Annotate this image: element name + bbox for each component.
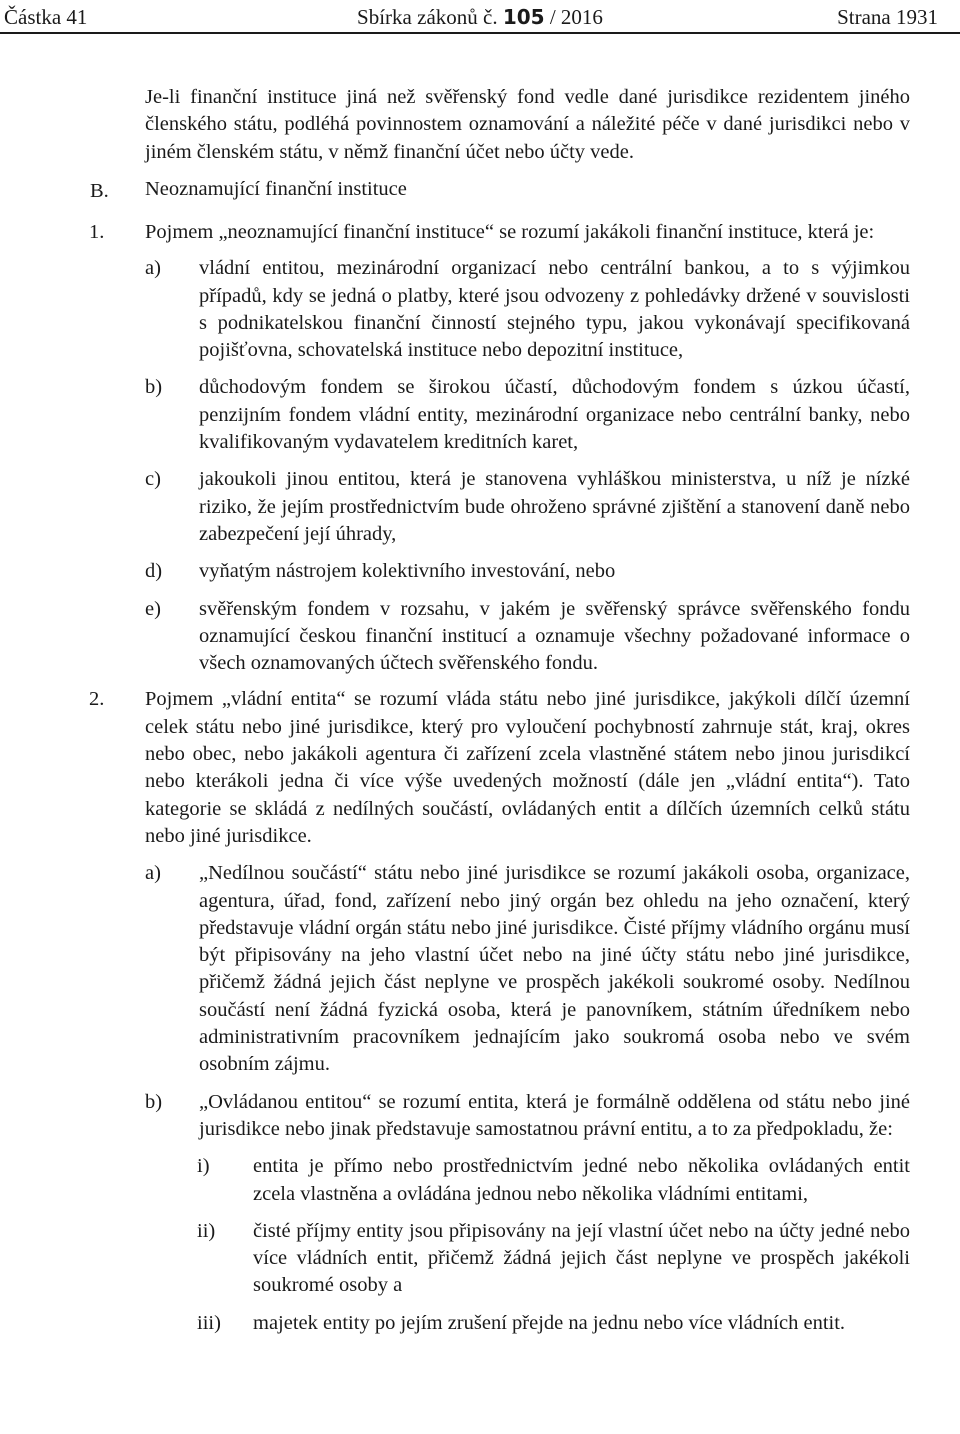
item-1b-text: důchodovým fondem se širokou účastí, důchodovým fondem s úzkou účastí, penzijním fondem vládní entity, mezinárodní organizace nebo centrální banky, nebo kvalifikovaným vydavatelem kreditních karet, (199, 376, 910, 454)
item-1c-text: jakoukoli jinou entitou, která je stanovena vyhláškou ministerstva, u níž je nízké riziko, že jejím prostřednictvím bude ohroženo správné zjištění a stanovení daně nebo zabezpečení její úhrady, (199, 468, 910, 545)
item-1b (145, 374, 910, 456)
item-1 (89, 219, 910, 246)
item-2b-iii (197, 1310, 910, 1337)
page-header (0, 0, 960, 34)
intro-paragraph: Je-li finanční instituce jiná než svěřenský fond vedle dané jurisdikce rezidentem jiného členského státu, podléhá povinnostem oznamování a náležité péče v dané jurisdikci nebo v jiném členském státu, v němž finanční účet nebo účty vede. (145, 86, 910, 163)
item-2b-ii-text: čisté příjmy entity jsou připisovány na její vlastní účet nebo na účty jedné nebo více vládních entit, přičemž žádná jejich část neplyne ve prospěch jakékoli soukromé osoby a (253, 1219, 910, 1297)
item-2b-ii-label: ii) (197, 1219, 216, 1242)
item-1d-label: d) (145, 560, 163, 583)
header-law-number: 105 (502, 5, 545, 29)
item-2b (145, 1089, 910, 1144)
section-b-title-row (90, 176, 407, 203)
item-1-label: 1. (89, 221, 105, 243)
item-1d-text: vyňatým nástrojem kolektivního investování, nebo (199, 560, 616, 583)
item-2b-i-label: i) (197, 1155, 210, 1178)
document-body (0, 84, 960, 1337)
item-2a-label: a) (145, 862, 161, 885)
header-page-number: Strana 1931 (837, 5, 938, 29)
header-collection-title (0, 5, 960, 30)
item-2b-ii (197, 1218, 910, 1300)
item-1e-text: svěřenským fondem v rozsahu, v jakém je svěřenský správce svěřenského fondu oznamující českou finanční institucí a oznamuje všechny požadované informace o všech oznamovaných účtech svěřenského fondu. (199, 597, 910, 675)
item-2b-iii-text: majetek entity po jejím zrušení přejde na jednu nebo více vládních entit. (253, 1311, 846, 1334)
item-2b-i (197, 1153, 910, 1208)
item-2b-label: b) (145, 1090, 163, 1113)
item-1a (145, 255, 910, 364)
item-1d (145, 558, 910, 585)
item-2b-text: „Ovládanou entitou“ se rozumí entita, která je formálně oddělena od státu nebo jiné jurisdikce nebo jinak představuje samostatnou právní entitu, a to za předpokladu, že: (199, 1090, 910, 1140)
header-rule (0, 32, 960, 34)
item-1c-label: c) (145, 468, 161, 491)
item-2a-text: „Nedílnou součástí“ státu nebo jiné jurisdikce se rozumí jakákoli osoba, organizace, agentura, úřad, fond, zařízení nebo jiný orgán bez ohledu na jeho označení, který představuje vládní orgán státu nebo jiné jurisdikce. Čisté příjmy vládního orgánu musí být připisovány na jeho vlastní účet nebo na jiné účty státu nebo jiné jurisdikce, přičemž žádná jejich část neplyne ve prospěch jakékoli soukromé osoby. Nedílnou součástí není žádná fyzická osoba, která je panovníkem, státním úředníkem nebo administrativním pracovníkem jednajícím jako soukromá osoba nebo ve svém osobním zájmu. (199, 862, 910, 1076)
item-1c (145, 466, 910, 548)
item-1a-text: vládní entitou, mezinárodní organizací nebo centrální bankou, a to s výjimkou případů, kdy se jedná o platby, které jsou odvozeny z pohledávky držené v souvislosti s podnikatelskou finanční činností stejného typu, jakou vykonávají specifikovaná pojišťovna, schovatelská instituce nebo depozitní instituce, (199, 257, 910, 362)
item-1a-label: a) (145, 257, 161, 280)
header-collection-prefix: Sbírka zákonů č. (357, 5, 498, 29)
section-b-title: Neoznamující finanční instituce (145, 178, 407, 200)
item-1e (145, 596, 910, 678)
item-1-text: Pojmem „neoznamující finanční instituce“ se rozumí jakákoli finanční instituce, která je: (145, 221, 875, 243)
item-2b-i-text: entita je přímo nebo prostřednictvím jedné nebo několika ovládaných entit zcela vlastněna a ovládána jednou nebo několika vládními entitami, (253, 1155, 910, 1205)
header-law-year: / 2016 (549, 5, 603, 29)
item-2a (145, 860, 910, 1078)
item-1e-label: e) (145, 597, 161, 620)
header-part-number: Částka 41 (4, 5, 88, 29)
item-1b-label: b) (145, 376, 163, 399)
item-2-label: 2. (89, 688, 105, 711)
item-2-text: Pojmem „vládní entita“ se rozumí vláda státu nebo jiné jurisdikce, jakýkoli dílčí územní celek státu nebo jiné jurisdikce, který pro vyloučení pochybností zahrnuje stát, kraj, okres nebo obec, nebo jakákoli agentura či zařízení zcela vlastněné státem nebo jinou jurisdikcí nebo kterákoli jedna či více výše uvedených možností (dále jen „vládní entita“). Tato kategorie se skládá z nedílných součástí, ovládaných entit a dílčích územních celků státu nebo jiné jurisdikce. (145, 688, 910, 847)
item-2 (89, 686, 910, 850)
item-2b-iii-label: iii) (197, 1311, 221, 1334)
section-b-label: B. (90, 180, 109, 202)
